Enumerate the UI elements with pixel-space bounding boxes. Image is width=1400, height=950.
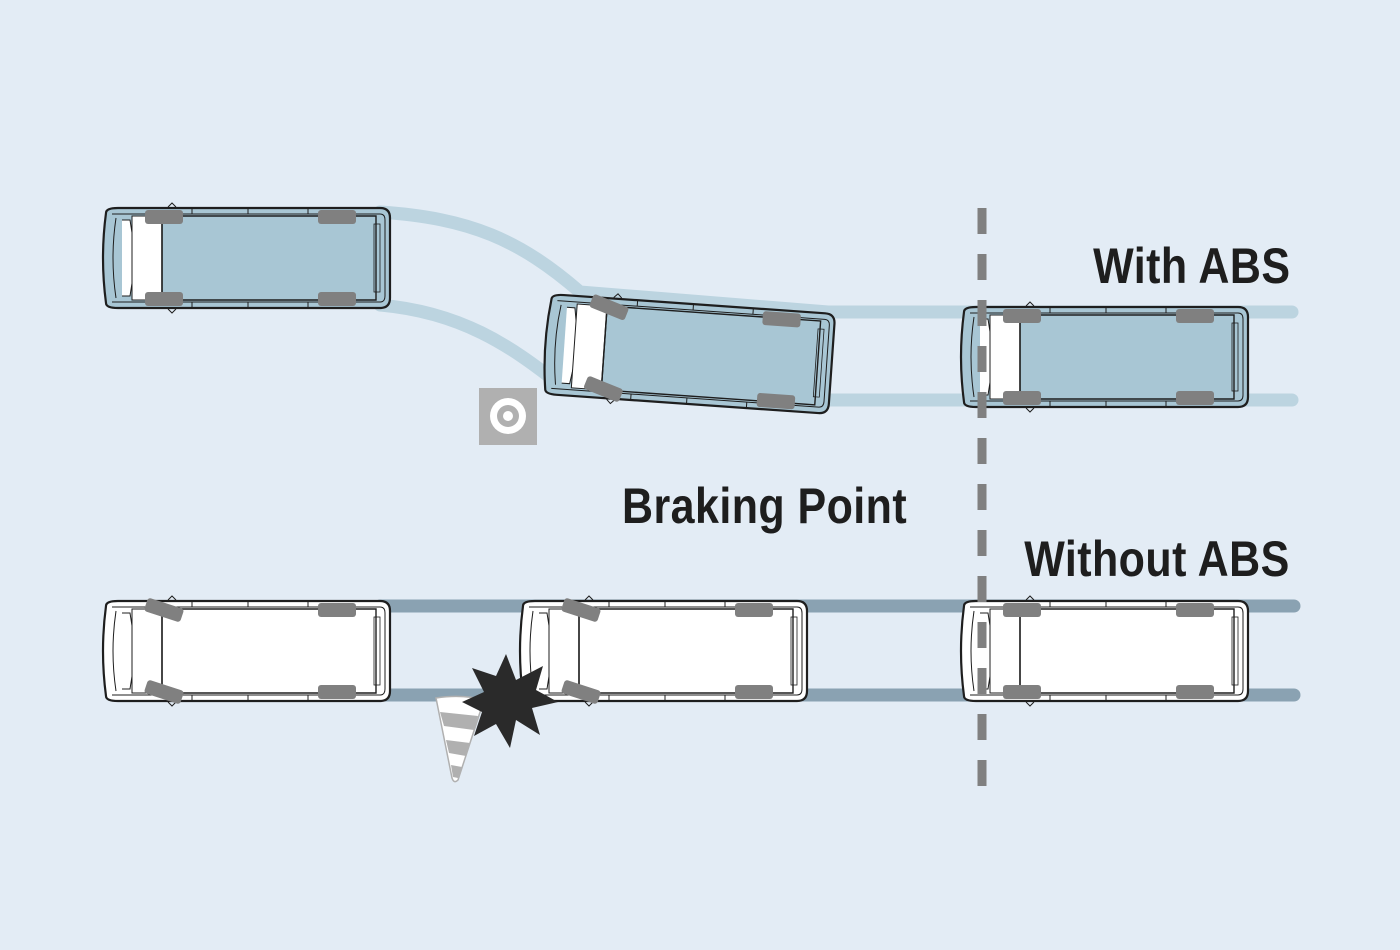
abs-van-start [103, 203, 390, 313]
non-abs-van-skidding [520, 596, 807, 706]
non-abs-van-start [103, 596, 390, 706]
target-icon [479, 388, 537, 445]
abs-van-stopped [961, 302, 1248, 412]
without-abs-label: Without ABS [1024, 531, 1290, 587]
braking-point-label: Braking Point [622, 478, 908, 534]
with-abs-label: With ABS [1092, 238, 1290, 294]
non-abs-van-stopped [961, 596, 1248, 706]
